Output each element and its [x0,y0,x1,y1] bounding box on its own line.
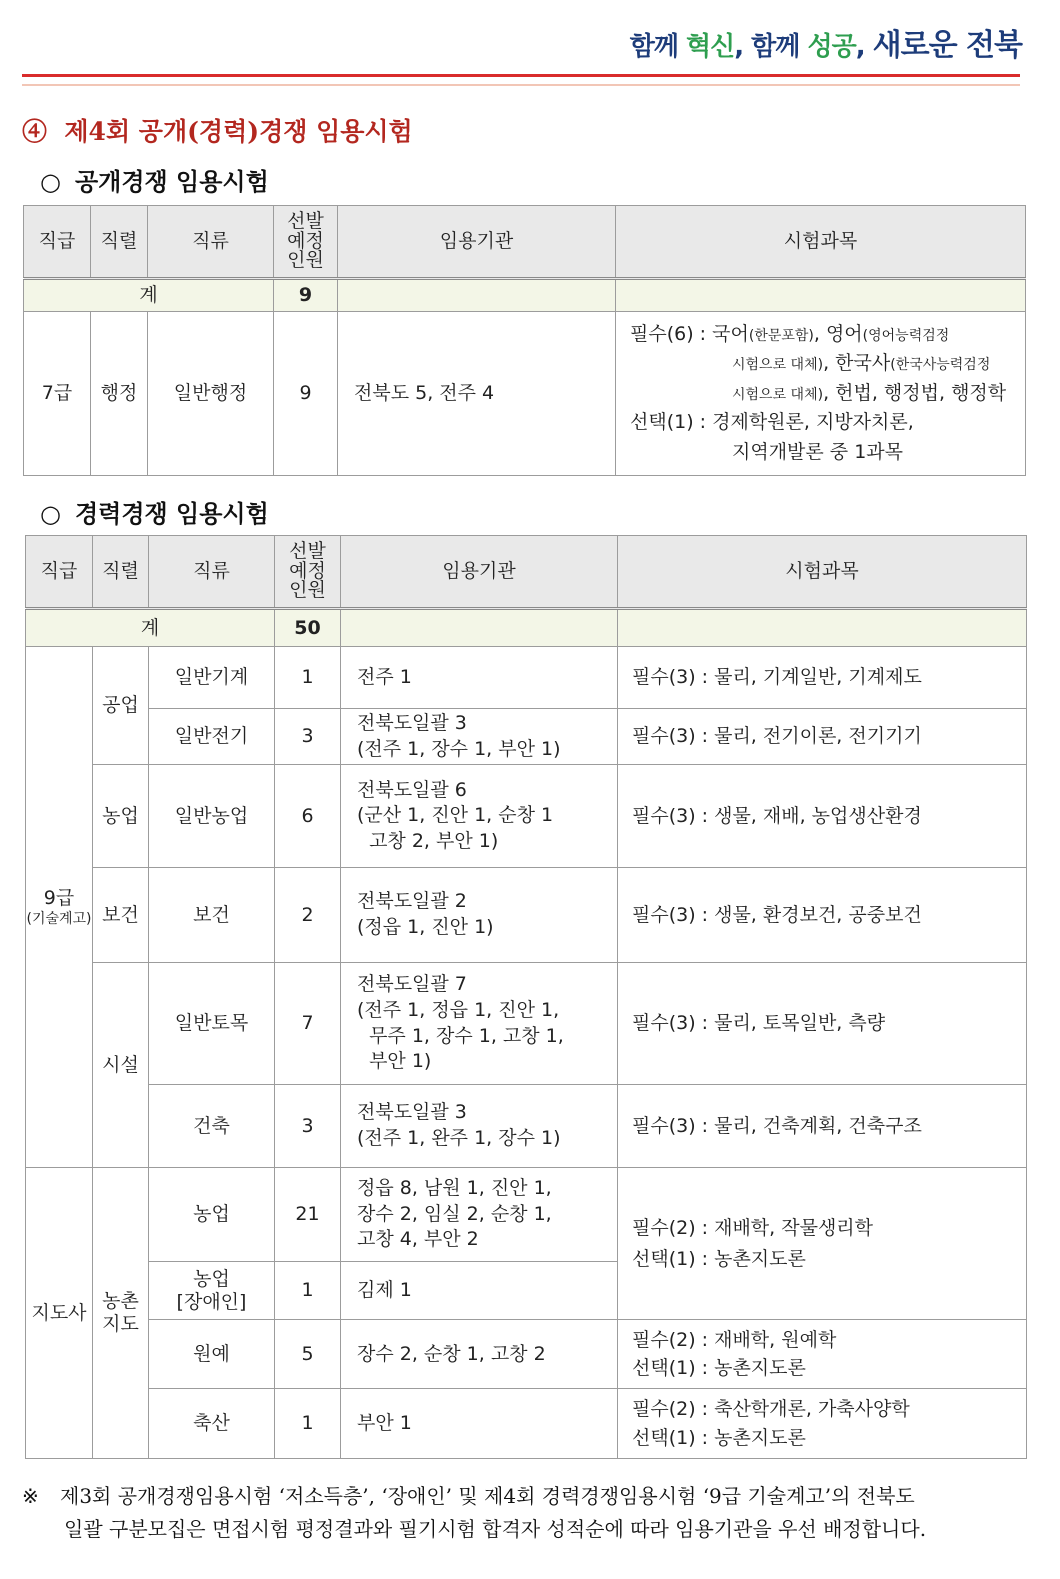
subject-text: 국어 [712,322,749,345]
category-cell: 건축 [149,1085,275,1168]
subject-note: (한국사능력검정 [890,357,991,374]
series-cell: 보건 [93,868,149,963]
table-row [26,647,1027,709]
slogan-part: 전북 [966,28,1022,63]
category-cell: 일반농업 [149,765,275,868]
col-header: 직류 [149,536,275,609]
series-cell: 행정 [91,312,148,476]
col-header: 임용기관 [341,536,618,609]
count-cell: 1 [275,1389,341,1459]
count-cell: 5 [275,1320,341,1389]
agency-cell: 전북도일괄 3 (전주 1, 장수 1, 부안 1) [341,709,618,765]
subject-note: (한문포함) [748,327,814,344]
col-header: 시험과목 [616,206,1026,279]
subject-text: , 영어 [813,322,863,345]
subject-cell: 필수(3) : 물리, 건축계획, 건축구조 [618,1085,1027,1168]
subject-text: 지역개발론 중 1과목 [732,440,903,463]
total-row [24,279,1026,312]
circle-bullet: ○ [40,168,61,196]
count-cell: 3 [275,1085,341,1168]
header-rule-light [22,84,1020,86]
grade-cell: 7급 [24,312,91,476]
subject-text: , 한국사 [823,352,891,375]
table-row [26,1168,1027,1262]
series-cell: 농촌 지도 [93,1168,149,1459]
col-header: 직류 [148,206,274,279]
subject-note: (영어능력검정 [862,327,950,344]
slogan-part: 함께 [629,32,687,62]
col-header: 선발 예정 인원 [274,206,338,279]
note-mark: ※ [22,1484,39,1508]
agency-cell: 전북도일괄 7 (전주 1, 정읍 1, 진안 1, 무주 1, 장수 1, 고창 1, 부안 1) [341,963,618,1085]
col-header: 직렬 [93,536,149,609]
agency-cell: 전주 1 [341,647,618,709]
count-cell: 6 [275,765,341,868]
section-title: ④ 제4회 공개(경력)경쟁 임용시험 [22,117,413,146]
count-cell: 1 [275,1262,341,1320]
subject-cell: 필수(2) : 재배학, 원예학 선택(1) : 농촌지도론 [618,1320,1027,1389]
table-row [24,312,1026,476]
series-cell: 시설 [93,963,149,1168]
total-value: 9 [274,279,338,312]
count-cell: 2 [275,868,341,963]
count-cell: 9 [274,312,338,476]
header-rule [22,74,1020,77]
table-row [26,1389,1027,1459]
total-empty [338,279,616,312]
category-cell: 일반전기 [149,709,275,765]
subject-cell: 필수(2) : 재배학, 작물생리학 선택(1) : 농촌지도론 [618,1168,1027,1320]
grade-note: (기술계고) [26,911,92,928]
subject-cell: 필수(3) : 생물, 환경보건, 공중보건 [618,868,1027,963]
agency-cell: 전북도일괄 6 (군산 1, 진안 1, 순창 1 고창 2, 부안 1) [341,765,618,868]
footnote [22,1480,1032,1546]
grade-text: 9급 [43,886,75,909]
col-header: 직렬 [91,206,148,279]
subject-cell: 필수(3) : 생물, 재배, 농업생산환경 [618,765,1027,868]
open-exam-table [23,205,1026,476]
slogan-part: 성공 [807,32,856,62]
col-header: 선발 예정 인원 [275,536,341,609]
col-header: 직급 [24,206,91,279]
category-cell: 일반행정 [148,312,274,476]
agency-cell: 김제 1 [341,1262,618,1320]
table-header-row [24,206,1026,279]
category-cell: 원예 [149,1320,275,1389]
total-value: 50 [275,609,341,647]
count-cell: 3 [275,709,341,765]
series-cell: 공업 [93,647,149,765]
total-row [26,609,1027,647]
category-cell: 농업 [149,1168,275,1262]
agency-cell: 전북도일괄 2 (정읍 1, 진안 1) [341,868,618,963]
circle-bullet: ○ [40,500,61,528]
table-row [26,1085,1027,1168]
count-cell: 1 [275,647,341,709]
count-cell: 7 [275,963,341,1085]
table-row [26,709,1027,765]
table-row [26,868,1027,963]
grade-cell: 지도사 [26,1168,93,1459]
table-header-row [26,536,1027,609]
agency-cell: 전북도일괄 3 (전주 1, 완주 1, 장수 1) [341,1085,618,1168]
subject-note: 시험으로 대체) [732,386,824,403]
col-header: 임용기관 [338,206,616,279]
subject-note: 시험으로 대체) [732,357,824,374]
category-cell: 축산 [149,1389,275,1459]
agency-cell: 장수 2, 순창 1, 고창 2 [341,1320,618,1389]
career-subtitle [40,494,269,529]
table-row [26,1320,1027,1389]
agency-cell: 부안 1 [341,1389,618,1459]
category-cell: 농업 [장애인] [149,1262,275,1320]
table-row [26,963,1027,1085]
optional-label: 선택(1) : [630,411,713,434]
total-empty [616,279,1026,312]
subject-cell [616,312,1026,476]
category-cell: 보건 [149,868,275,963]
note-line-1: 제3회 공개경쟁임용시험 ‘저소득층’, ‘장애인’ 및 제4회 경력경쟁임용시험 ‘9급 기술계고’의 전북도 [60,1484,915,1508]
total-label: 계 [24,279,274,312]
subject-cell: 필수(2) : 축산학개론, 가축사양학 선택(1) : 농촌지도론 [618,1389,1027,1459]
required-label: 필수(6) : [630,322,713,345]
subject-cell: 필수(3) : 물리, 전기이론, 전기기기 [618,709,1027,765]
agency-cell: 정읍 8, 남원 1, 진안 1, 장수 2, 임실 2, 순창 1, 고창 4, 부안 2 [341,1168,618,1262]
slogan-part: 새로운 [872,28,967,63]
slogan-part: 혁신 [686,32,735,62]
header-slogan [630,20,1022,64]
slogan-part: , [855,32,873,62]
total-empty [618,609,1027,647]
subject-text: 경제학원론, 지방자치론, [712,411,914,434]
category-cell: 일반토목 [149,963,275,1085]
note-line-2: 일괄 구분모집은 면접시험 평정결과와 필기시험 합격자 성적순에 따라 임용기관을 우선 배정합니다. [64,1517,927,1541]
career-exam-table [25,535,1027,1459]
total-empty [341,609,618,647]
grade-cell [26,647,93,1168]
col-header: 시험과목 [618,536,1027,609]
series-cell: 농업 [93,765,149,868]
col-header: 직급 [26,536,93,609]
total-label: 계 [26,609,275,647]
count-cell: 21 [275,1168,341,1262]
career-subtitle-text: 경력경쟁 임용시험 [74,499,269,528]
subject-cell: 필수(3) : 물리, 토목일반, 측량 [618,963,1027,1085]
subject-cell: 필수(3) : 물리, 기계일반, 기계제도 [618,647,1027,709]
subject-text: , 헌법, 행정법, 행정학 [823,381,1007,404]
open-subtitle-text: 공개경쟁 임용시험 [74,167,269,196]
open-subtitle [40,162,269,197]
table-row [26,765,1027,868]
category-cell: 일반기계 [149,647,275,709]
slogan-part: , 함께 [734,32,808,62]
agency-cell: 전북도 5, 전주 4 [338,312,616,476]
